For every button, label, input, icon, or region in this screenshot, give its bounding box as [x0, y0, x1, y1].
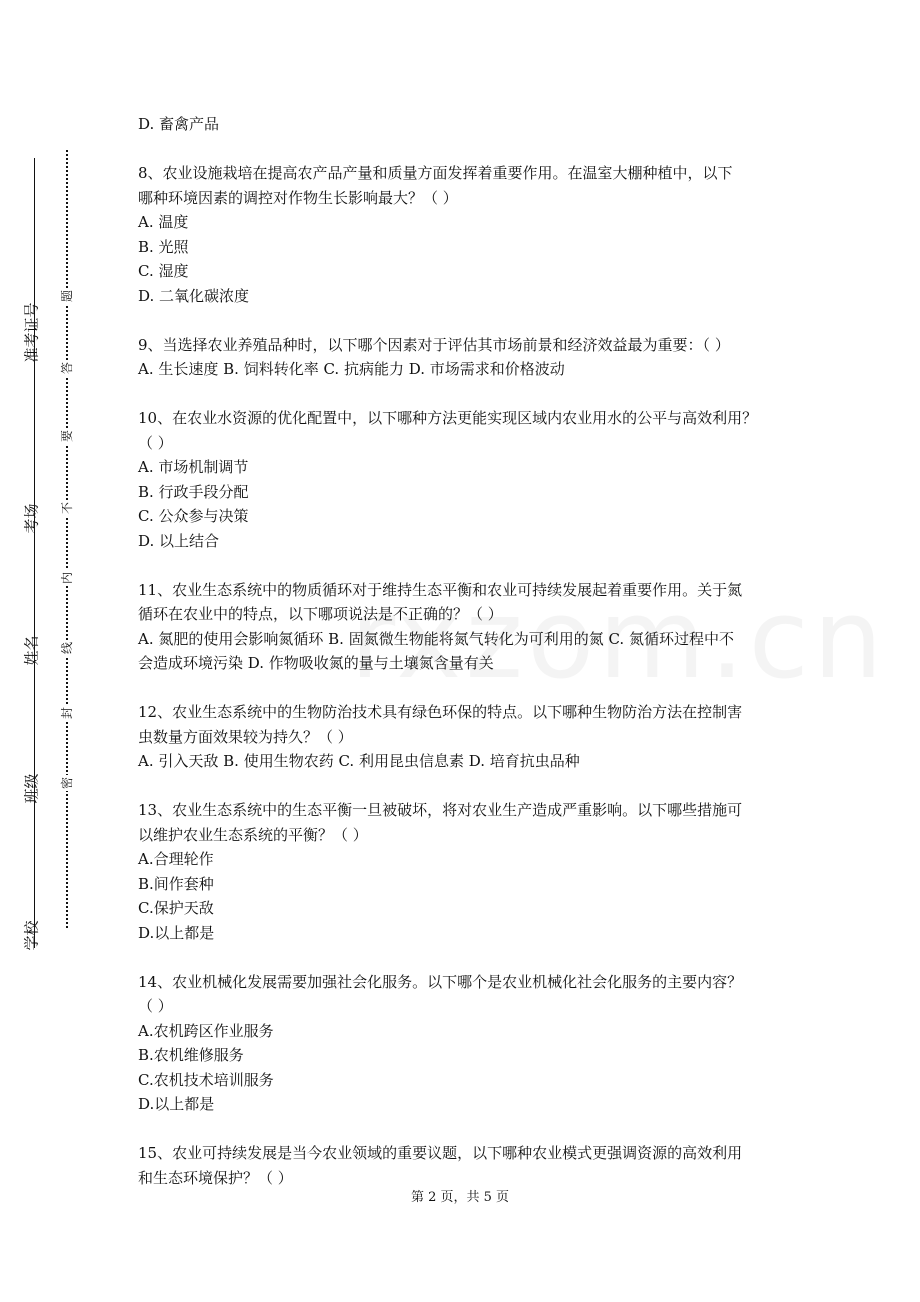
question-11 — [138, 578, 788, 676]
option: C. 公众参与决策 — [138, 507, 249, 525]
option: 会造成环境污染 D. 作物吸收氮的量与土壤氮含量有关 — [138, 654, 494, 672]
seal-char: 封 — [58, 705, 76, 721]
question-12 — [138, 700, 788, 774]
question-list — [138, 112, 788, 1190]
question-text: 10、在农业水资源的优化配置中，以下哪种方法更能实现区域内农业用水的公平与高效利用？ — [138, 409, 758, 427]
question-text: （ ） — [138, 997, 173, 1015]
question-text: 以维护农业生态系统的平衡？（ ） — [138, 825, 368, 844]
option: A. 市场机制调节 — [138, 458, 249, 476]
question-text: 15、农业可持续发展是当今农业领域的重要议题，以下哪种农业模式更强调资源的高效利用 — [138, 1144, 743, 1162]
question-15 — [138, 1141, 788, 1190]
option: A. 引入天敌 B. 使用生物农药 C. 利用昆虫信息素 D. 培育抗虫品种 — [138, 752, 580, 770]
seal-char: 内 — [58, 570, 76, 586]
binding-label-class: 班级 — [22, 773, 41, 804]
option: C.保护天敌 — [138, 899, 214, 917]
question-10 — [138, 406, 788, 553]
option: B. 光照 — [138, 237, 189, 256]
option: A.合理轮作 — [138, 850, 214, 868]
option: A. 氮肥的使用会影响氮循环 B. 固氮微生物能将氮气转化为可利用的氮 C. 氮循环过程中不 — [138, 629, 734, 648]
question-text: 循环在农业中的特点，以下哪项说法是不正确的？（ ） — [138, 605, 503, 623]
binding-label-exam-id: 准考证号 — [22, 302, 41, 363]
option: D. 畜禽产品 — [138, 115, 220, 133]
binding-labels — [14, 150, 48, 951]
option: B.农机维修服务 — [138, 1046, 244, 1064]
seal-char: 题 — [58, 288, 76, 304]
option: A. 温度 — [138, 213, 189, 231]
seal-char: 要 — [58, 428, 76, 444]
question-text: 12、农业生态系统中的生物防治技术具有绿色环保的特点。以下哪种生物防治方法在控制害 — [138, 703, 743, 721]
question-14 — [138, 970, 788, 1117]
question-text: 哪种环境因素的调控对作物生长影响最大？（ ） — [138, 188, 458, 207]
option: D.以上都是 — [138, 1095, 215, 1113]
question-text: 8、农业设施栽培在提高农产品产量和质量方面发挥着重要作用。在温室大棚种植中，以下 — [138, 164, 733, 182]
option: B. 行政手段分配 — [138, 482, 249, 501]
question-text: 11、农业生态系统中的物质循环对于维持生态平衡和农业可持续发展起着重要作用。关于氮 — [138, 580, 743, 599]
option: C. 湿度 — [138, 262, 189, 280]
seal-char: 线 — [58, 640, 76, 656]
option: D.以上都是 — [138, 923, 215, 942]
seal-chars — [58, 150, 76, 928]
seal-char: 密 — [58, 775, 76, 791]
option: A.农机跨区作业服务 — [138, 1021, 274, 1040]
seal-char: 不 — [58, 500, 76, 516]
question-text: 13、农业生态系统中的生态平衡一旦被破坏，将对农业生产造成严重影响。以下哪些措施可 — [138, 801, 743, 819]
seal-char: 答 — [58, 360, 76, 376]
binding-label-exam-room: 考场 — [22, 503, 41, 534]
binding-label-school: 学校 — [22, 920, 41, 951]
question-text: 虫数量方面效果较为持久？（ ） — [138, 727, 353, 746]
question-13 — [138, 798, 788, 945]
question-text: 14、农业机械化发展需要加强社会化服务。以下哪个是农业机械化社会化服务的主要内容？ — [138, 972, 743, 991]
question-text: 和生态环境保护？（ ） — [138, 1168, 293, 1187]
binding-solid-line — [34, 158, 35, 948]
question-8 — [138, 161, 788, 308]
question-text: 9、当选择农业养殖品种时，以下哪个因素对于评估其市场前景和经济效益最为重要：（ ） — [138, 335, 730, 354]
question-text: （ ） — [138, 433, 173, 452]
page-footer: 第 2 页，共 5 页 — [410, 1190, 510, 1205]
option: B.间作套种 — [138, 874, 214, 893]
option: A. 生长速度 B. 饲料转化率 C. 抗病能力 D. 市场需求和价格波动 — [138, 360, 565, 378]
question-9 — [138, 333, 788, 382]
option: D. 二氧化碳浓度 — [138, 286, 250, 305]
option: C.农机技术培训服务 — [138, 1070, 274, 1089]
question-7-tail — [138, 112, 788, 137]
binding-label-name: 姓名 — [22, 635, 41, 666]
option: D. 以上结合 — [138, 531, 220, 550]
